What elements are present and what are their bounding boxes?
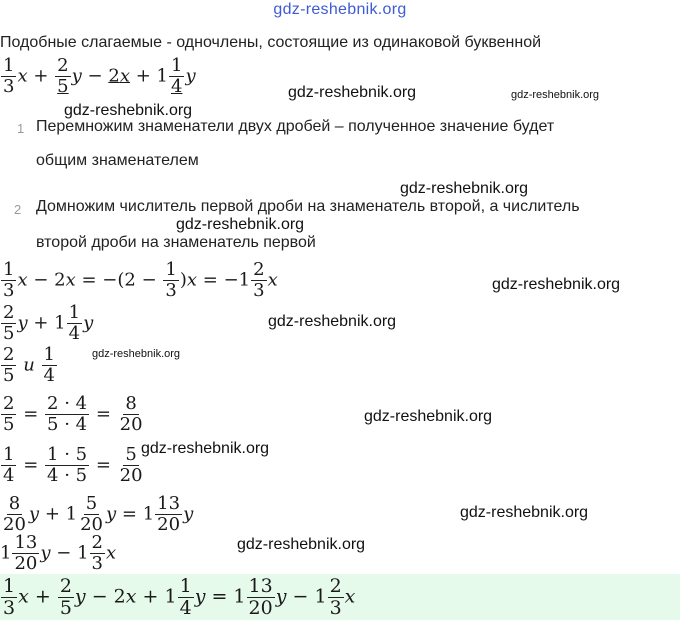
answer-expression: $\frac{1}{3}$ x + $\frac{2}{5}$ y − 2x + 1 $\frac{1}{4}$ y = 1 $\frac{13}{20}$ y − 1 $\frac{2}{3}$ x	[3, 575, 356, 619]
watermark-text: gdz-reshebnik.org	[268, 313, 397, 330]
watermark-text: gdz-reshebnik.org	[364, 408, 493, 425]
step-text: общим знаменателем	[36, 152, 199, 169]
fraction: $\frac{1}{4}$	[170, 55, 183, 97]
fraction: $\frac{1}{3}$	[3, 55, 15, 97]
step-number: 1	[17, 121, 25, 136]
expression-second-fraction: $\frac{1}{4}$ = $\frac{1 \cdot 5}{4 \cdot 5}$ = $\frac{5}{20}$	[3, 444, 143, 486]
watermark-text: gdz-reshebnik.org	[64, 102, 193, 119]
step-text: второй дроби на знаменатель первой	[36, 234, 316, 251]
watermark-text: gdz-reshebnik.org	[400, 180, 529, 197]
watermark-text: gdz-reshebnik.org	[92, 348, 181, 360]
expression-y-terms: $\frac{2}{5}$ y + 1 $\frac{1}{4}$ y	[3, 302, 94, 344]
step-text: Перемножим знаменатели двух дробей – полученное значение будет	[36, 118, 555, 135]
step-number: 2	[14, 202, 22, 217]
expression-x-terms: $\frac{1}{3}$ x − 2x = −(2 − $\frac{1}{3}$ )x = −1 $\frac{2}{3}$ x	[3, 259, 278, 301]
watermark-text: gdz-reshebnik.org	[141, 440, 270, 457]
expression-original: $\frac{1}{3}$ x + $\frac{2}{5}$ y − 2x + 1 $\frac{1}{4}$ y	[3, 55, 196, 97]
site-header-link[interactable]: gdz-reshebnik.org	[273, 1, 407, 18]
watermark-text: gdz-reshebnik.org	[176, 216, 305, 233]
watermark-text: gdz-reshebnik.org	[237, 536, 366, 553]
watermark-text: gdz-reshebnik.org	[288, 84, 417, 101]
step-text: Домножим числитель первой дроби на знаменатель второй, а числитель	[36, 198, 580, 215]
expression-first-fraction: $\frac{2}{5}$ = $\frac{2 \cdot 4}{5 \cdot 4}$ = $\frac{8}{20}$	[3, 393, 143, 435]
expression-combined: 1 $\frac{13}{20}$ y − 1 $\frac{2}{3}$ x	[0, 532, 117, 574]
expression-fractions-pair: $\frac{2}{5}$ и $\frac{1}{4}$	[3, 344, 55, 386]
watermark-text: gdz-reshebnik.org	[492, 276, 621, 293]
watermark-text: gdz-reshebnik.org	[460, 504, 589, 521]
watermark-text: gdz-reshebnik.org	[511, 89, 600, 101]
fraction: $\frac{2}{5}$	[57, 55, 69, 97]
definition-text: Подобные слагаемые - одночлены, состоящие из одинаковой буквенной	[0, 34, 542, 51]
expression-y-sum: $\frac{8}{20}$ y + 1 $\frac{5}{20}$ y = 1 $\frac{13}{20}$ y	[3, 493, 194, 535]
